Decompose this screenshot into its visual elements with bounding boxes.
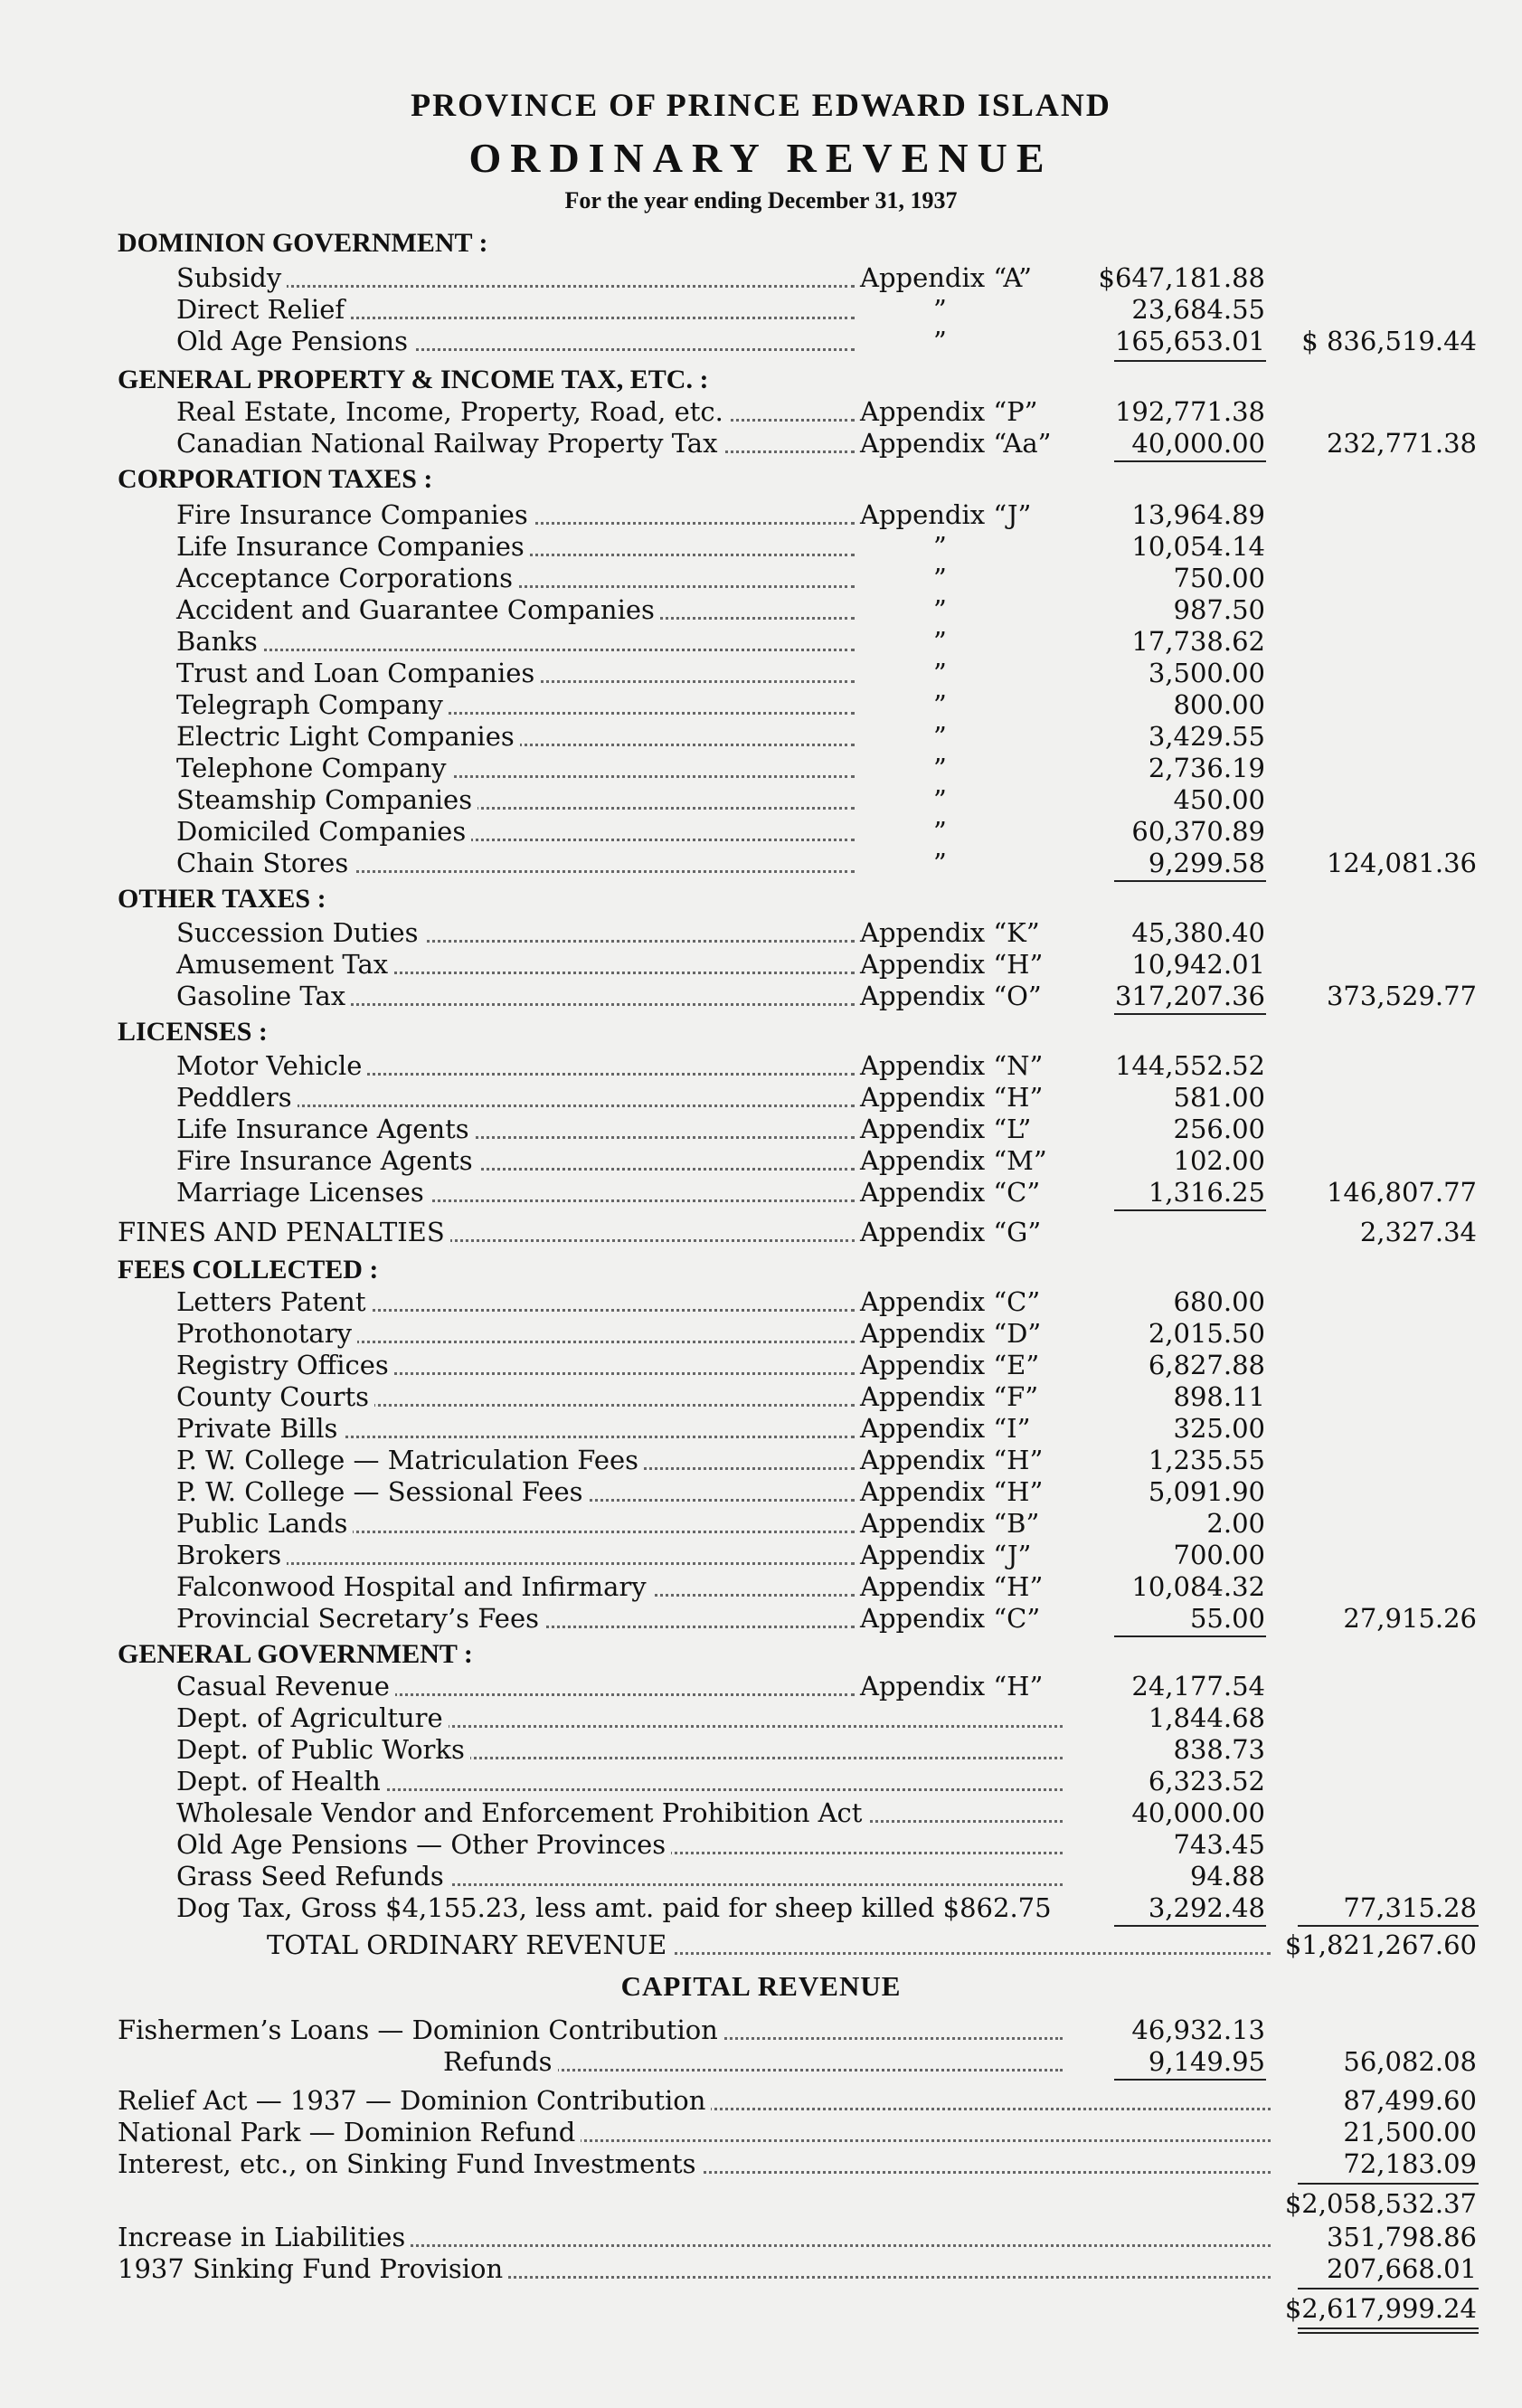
row-ref: Appendix “Aa” xyxy=(855,428,1051,459)
table-row xyxy=(0,1114,1522,1146)
table-row xyxy=(0,626,1522,659)
row-ref: Appendix “F” xyxy=(855,1381,1038,1412)
row-amount: 6,323.52 xyxy=(1148,1766,1265,1797)
row-amount: 450.00 xyxy=(1173,784,1265,815)
row-amount: 325.00 xyxy=(1173,1413,1265,1444)
row-amount: 838.73 xyxy=(1173,1734,1265,1765)
row-label: Falconwood Hospital and Infirmary xyxy=(176,1571,652,1602)
row-ref: Appendix “H” xyxy=(855,1445,1043,1475)
row-amount: 40,000.00 xyxy=(1131,428,1265,459)
row-label: Amusement Tax xyxy=(176,949,393,980)
section-heading-general-government: GENERAL GOVERNMENT : xyxy=(118,1639,473,1669)
row-label: Interest, etc., on Sinking Fund Investments xyxy=(118,2148,702,2179)
total-rule xyxy=(1298,1925,1479,1927)
row-label: Chain Stores xyxy=(176,848,354,878)
table-row xyxy=(0,1571,1522,1604)
row-label: Private Bills xyxy=(176,1413,343,1444)
capital-revenue-heading: CAPITAL REVENUE xyxy=(620,1970,902,2002)
row-ref: ” xyxy=(933,531,947,562)
table-row xyxy=(0,753,1522,785)
row-ref: Appendix “H” xyxy=(855,1476,1043,1507)
subtotal-rule xyxy=(1114,1013,1266,1015)
capital-subtotal-row xyxy=(0,2188,1522,2221)
row-amount: 45,380.40 xyxy=(1131,917,1265,948)
table-row xyxy=(0,499,1522,532)
row-total: $1,821,267.60 xyxy=(1284,1929,1477,1960)
total-rule xyxy=(1298,2327,1479,2329)
row-label: FINES AND PENALTIES xyxy=(118,1217,450,1247)
row-total: 232,771.38 xyxy=(1326,428,1477,459)
row-ref: Appendix “C” xyxy=(855,1177,1040,1208)
row-label: Marriage Licenses xyxy=(176,1177,430,1208)
table-row xyxy=(0,326,1522,358)
subtotal-rule xyxy=(1114,1209,1266,1211)
row-ref: Appendix “G” xyxy=(855,1217,1041,1247)
row-label: Prothonotary xyxy=(176,1318,357,1349)
section-heading-corporation: CORPORATION TAXES : xyxy=(118,464,433,494)
row-label: County Courts xyxy=(176,1381,374,1412)
row-amount: 743.45 xyxy=(1173,1829,1265,1860)
table-row xyxy=(0,1177,1522,1209)
table-row xyxy=(0,1350,1522,1382)
row-label: Letters Patent xyxy=(176,1286,372,1317)
row-label: Old Age Pensions xyxy=(176,326,413,356)
row-ref: Appendix “K” xyxy=(855,917,1040,948)
row-label: Life Insurance Agents xyxy=(176,1114,475,1144)
page-title: ORDINARY REVENUE xyxy=(468,135,1054,181)
row-label: Peddlers xyxy=(176,1082,298,1113)
row-ref: ” xyxy=(933,848,947,878)
table-row xyxy=(0,428,1522,460)
table-row xyxy=(0,949,1522,981)
row-amount: 9,299.58 xyxy=(1148,848,1265,878)
row-amount: 9,149.95 xyxy=(1148,2046,1265,2077)
period-subtitle: For the year ending December 31, 1937 xyxy=(564,187,958,213)
row-ref: Appendix “H” xyxy=(855,1671,1043,1702)
row-total: 27,915.26 xyxy=(1343,1603,1477,1634)
row-amount: 23,684.55 xyxy=(1131,294,1265,325)
subtotal-rule xyxy=(1114,2079,1266,2081)
table-row xyxy=(0,1861,1522,1893)
row-label: Domiciled Companies xyxy=(176,816,471,847)
row-label: Trust and Loan Companies xyxy=(176,658,540,688)
row-amount: 1,316.25 xyxy=(1148,1177,1265,1208)
table-row xyxy=(0,1445,1522,1477)
row-amount: 800.00 xyxy=(1173,689,1265,720)
table-row xyxy=(0,1318,1522,1351)
table-row xyxy=(0,848,1522,880)
row-amount: 46,932.13 xyxy=(1131,2015,1265,2045)
row-amount: 6,827.88 xyxy=(1148,1350,1265,1380)
row-ref: Appendix “L” xyxy=(855,1114,1031,1144)
row-label: Fishermen’s Loans — Dominion Contribution xyxy=(118,2015,723,2045)
row-label: Acceptance Corporations xyxy=(176,563,518,593)
row-amount: 10,084.32 xyxy=(1131,1571,1265,1602)
table-row xyxy=(0,721,1522,754)
row-ref: ” xyxy=(933,721,947,752)
table-row xyxy=(0,2148,1522,2181)
table-row xyxy=(0,1050,1522,1083)
subtotal-rule xyxy=(1114,1925,1266,1927)
table-row xyxy=(0,531,1522,564)
row-amount: 3,292.48 xyxy=(1148,1892,1265,1923)
row-amount: 94.88 xyxy=(1189,1861,1265,1891)
row-label: P. W. College — Sessional Fees xyxy=(176,1476,589,1507)
row-label: Wholesale Vendor and Enforcement Prohibition Act xyxy=(176,1797,867,1828)
row-label: Telegraph Company xyxy=(176,689,449,720)
table-row xyxy=(0,981,1522,1013)
table-row xyxy=(0,2222,1522,2254)
total-rule xyxy=(1298,2332,1479,2334)
table-row xyxy=(0,1766,1522,1798)
row-label: Fire Insurance Agents xyxy=(176,1145,478,1176)
row-label: Dept. of Health xyxy=(176,1766,386,1797)
grand-total-row xyxy=(0,2293,1522,2326)
table-row xyxy=(0,1797,1522,1830)
table-row-refunds xyxy=(0,2046,1522,2079)
row-label: Dog Tax, Gross $4,155.23, less amt. paid for sheep killed $862.75 xyxy=(176,1892,1057,1923)
row-label: Electric Light Companies xyxy=(176,721,520,752)
row-ref: ” xyxy=(933,626,947,657)
table-row xyxy=(0,1381,1522,1414)
province-heading: PROVINCE OF PRINCE EDWARD ISLAND xyxy=(411,87,1111,123)
row-amount: 256.00 xyxy=(1173,1114,1265,1144)
row-amount: 3,429.55 xyxy=(1148,721,1265,752)
row-amount: 40,000.00 xyxy=(1131,1797,1265,1828)
row-ref: Appendix “O” xyxy=(855,981,1042,1011)
row-ref: Appendix “J” xyxy=(855,499,1031,530)
subtotal-rule xyxy=(1114,360,1266,362)
row-label: Subsidy xyxy=(176,262,287,293)
table-row xyxy=(0,658,1522,690)
row-ref: Appendix “P” xyxy=(855,396,1038,427)
row-ref: ” xyxy=(933,689,947,720)
row-amount: 1,844.68 xyxy=(1148,1702,1265,1733)
row-ref: Appendix “I” xyxy=(855,1413,1030,1444)
table-row xyxy=(0,1540,1522,1572)
row-amount: 2,015.50 xyxy=(1148,1318,1265,1349)
row-ref: Appendix “B” xyxy=(855,1508,1039,1539)
row-amount: 1,235.55 xyxy=(1148,1445,1265,1475)
row-label: Real Estate, Income, Property, Road, etc. xyxy=(176,396,729,427)
row-amount: 2,736.19 xyxy=(1148,753,1265,783)
row-ref: ” xyxy=(933,816,947,847)
row-label: Brokers xyxy=(176,1540,287,1570)
row-amount: 60,370.89 xyxy=(1131,816,1265,847)
row-ref: Appendix “M” xyxy=(855,1145,1047,1176)
table-row xyxy=(0,396,1522,429)
row-label: Refunds xyxy=(443,2046,558,2077)
row-label: Succession Duties xyxy=(176,917,424,948)
table-row xyxy=(0,1702,1522,1735)
row-label: Casual Revenue xyxy=(176,1671,395,1702)
row-total: $2,058,532.37 xyxy=(1284,2188,1477,2219)
table-row xyxy=(0,594,1522,627)
row-label: National Park — Dominion Refund xyxy=(118,2117,581,2147)
row-amount: 13,964.89 xyxy=(1131,499,1265,530)
total-rule xyxy=(1298,2183,1479,2185)
row-label: Old Age Pensions — Other Provinces xyxy=(176,1829,671,1860)
table-row xyxy=(0,262,1522,295)
subtotal-rule xyxy=(1114,880,1266,882)
section-heading-licenses: LICENSES : xyxy=(118,1017,268,1047)
table-row xyxy=(0,1734,1522,1767)
row-total: 56,082.08 xyxy=(1343,2046,1477,2077)
row-amount: 102.00 xyxy=(1173,1145,1265,1176)
row-label: Registry Offices xyxy=(176,1350,394,1380)
row-total: 207,668.01 xyxy=(1326,2253,1477,2284)
row-amount: 165,653.01 xyxy=(1114,326,1265,356)
row-ref: ” xyxy=(933,784,947,815)
row-total: 373,529.77 xyxy=(1326,981,1477,1011)
row-amount: 10,942.01 xyxy=(1131,949,1265,980)
row-label: Gasoline Tax xyxy=(176,981,351,1011)
row-label: Life Insurance Companies xyxy=(176,531,530,562)
row-ref: Appendix “D” xyxy=(855,1318,1041,1349)
row-label: Dept. of Agriculture xyxy=(176,1702,449,1733)
row-ref: Appendix “C” xyxy=(855,1603,1040,1634)
row-amount: 898.11 xyxy=(1173,1381,1265,1412)
row-ref: Appendix “J” xyxy=(855,1540,1031,1570)
row-label: Increase in Liabilities xyxy=(118,2222,411,2252)
table-row xyxy=(0,294,1522,327)
row-label: Steamship Companies xyxy=(176,784,477,815)
row-ref: ” xyxy=(933,294,947,325)
row-label: Canadian National Railway Property Tax xyxy=(176,428,723,459)
row-ref: Appendix “C” xyxy=(855,1286,1040,1317)
table-row xyxy=(0,1829,1522,1862)
row-ref: ” xyxy=(933,563,947,593)
row-amount: 10,054.14 xyxy=(1131,531,1265,562)
table-row xyxy=(0,1892,1522,1925)
row-amount: 3,500.00 xyxy=(1148,658,1265,688)
row-amount: $647,181.88 xyxy=(1098,262,1265,293)
subtotal-rule xyxy=(1114,1635,1266,1637)
row-amount: 55.00 xyxy=(1189,1603,1265,1634)
table-row xyxy=(0,816,1522,848)
row-total: 21,500.00 xyxy=(1343,2117,1477,2147)
row-label: Provincial Secretary’s Fees xyxy=(176,1603,544,1634)
row-amount: 700.00 xyxy=(1173,1540,1265,1570)
table-row xyxy=(0,2253,1522,2286)
table-row xyxy=(0,563,1522,595)
row-label: Motor Vehicle xyxy=(176,1050,367,1081)
section-heading-other-taxes: OTHER TAXES : xyxy=(118,884,326,914)
table-row xyxy=(0,689,1522,722)
subtotal-rule xyxy=(1114,460,1266,462)
total-rule xyxy=(1298,2288,1479,2289)
row-label: Direct Relief xyxy=(176,294,350,325)
row-ref: Appendix “H” xyxy=(855,1082,1043,1113)
row-ref: Appendix “H” xyxy=(855,949,1043,980)
row-label: Telephone Company xyxy=(176,753,452,783)
row-ref: Appendix “N” xyxy=(855,1050,1043,1081)
row-total: 124,081.36 xyxy=(1326,848,1477,878)
table-row xyxy=(0,1671,1522,1703)
row-amount: 192,771.38 xyxy=(1114,396,1265,427)
row-total: $2,617,999.24 xyxy=(1284,2293,1477,2324)
row-total: 146,807.77 xyxy=(1326,1177,1477,1208)
table-row xyxy=(0,1476,1522,1509)
table-row xyxy=(0,1082,1522,1114)
row-ref: Appendix “H” xyxy=(855,1571,1043,1602)
row-label: 1937 Sinking Fund Provision xyxy=(118,2253,508,2284)
total-ordinary-revenue-row xyxy=(0,1929,1522,1962)
row-amount: 17,738.62 xyxy=(1131,626,1265,657)
row-amount: 987.50 xyxy=(1173,594,1265,625)
table-row-fishermen xyxy=(0,2015,1522,2047)
row-total: 351,798.86 xyxy=(1326,2222,1477,2252)
table-row-fines xyxy=(0,1217,1522,1249)
table-row xyxy=(0,1603,1522,1635)
row-total: 2,327.34 xyxy=(1359,1217,1477,1247)
row-ref: ” xyxy=(933,753,947,783)
table-row xyxy=(0,1286,1522,1319)
row-total: 87,499.60 xyxy=(1343,2085,1477,2116)
table-row xyxy=(0,2117,1522,2149)
table-row xyxy=(0,1508,1522,1541)
row-amount: 317,207.36 xyxy=(1114,981,1265,1011)
section-heading-dominion: DOMINION GOVERNMENT : xyxy=(118,228,488,258)
table-row xyxy=(0,784,1522,817)
row-ref: ” xyxy=(933,594,947,625)
row-amount: 750.00 xyxy=(1173,563,1265,593)
row-label: TOTAL ORDINARY REVENUE xyxy=(267,1929,672,1960)
row-label: Relief Act — 1937 — Dominion Contribution xyxy=(118,2085,711,2116)
row-amount: 5,091.90 xyxy=(1148,1476,1265,1507)
section-heading-fees: FEES COLLECTED : xyxy=(118,1255,379,1285)
row-label: Dept. of Public Works xyxy=(176,1734,470,1765)
row-total: 77,315.28 xyxy=(1343,1892,1477,1923)
row-label: P. W. College — Matriculation Fees xyxy=(176,1445,644,1475)
row-amount: 2.00 xyxy=(1206,1508,1265,1539)
table-row xyxy=(0,1413,1522,1446)
row-ref: ” xyxy=(933,326,947,356)
row-label: Grass Seed Refunds xyxy=(176,1861,449,1891)
row-label: Public Lands xyxy=(176,1508,353,1539)
row-amount: 24,177.54 xyxy=(1131,1671,1265,1702)
row-ref: Appendix “E” xyxy=(855,1350,1039,1380)
row-ref: Appendix “A” xyxy=(855,262,1032,293)
row-label: Banks xyxy=(176,626,263,657)
row-total: 72,183.09 xyxy=(1343,2148,1477,2179)
row-label: Accident and Guarantee Companies xyxy=(176,594,660,625)
table-row xyxy=(0,917,1522,950)
row-total: $ 836,519.44 xyxy=(1301,326,1477,356)
row-ref: ” xyxy=(933,658,947,688)
section-heading-property: GENERAL PROPERTY & INCOME TAX, ETC. : xyxy=(118,365,709,394)
row-amount: 144,552.52 xyxy=(1114,1050,1265,1081)
row-amount: 680.00 xyxy=(1173,1286,1265,1317)
row-label: Fire Insurance Companies xyxy=(176,499,534,530)
row-amount: 581.00 xyxy=(1173,1082,1265,1113)
table-row xyxy=(0,2085,1522,2118)
table-row xyxy=(0,1145,1522,1178)
